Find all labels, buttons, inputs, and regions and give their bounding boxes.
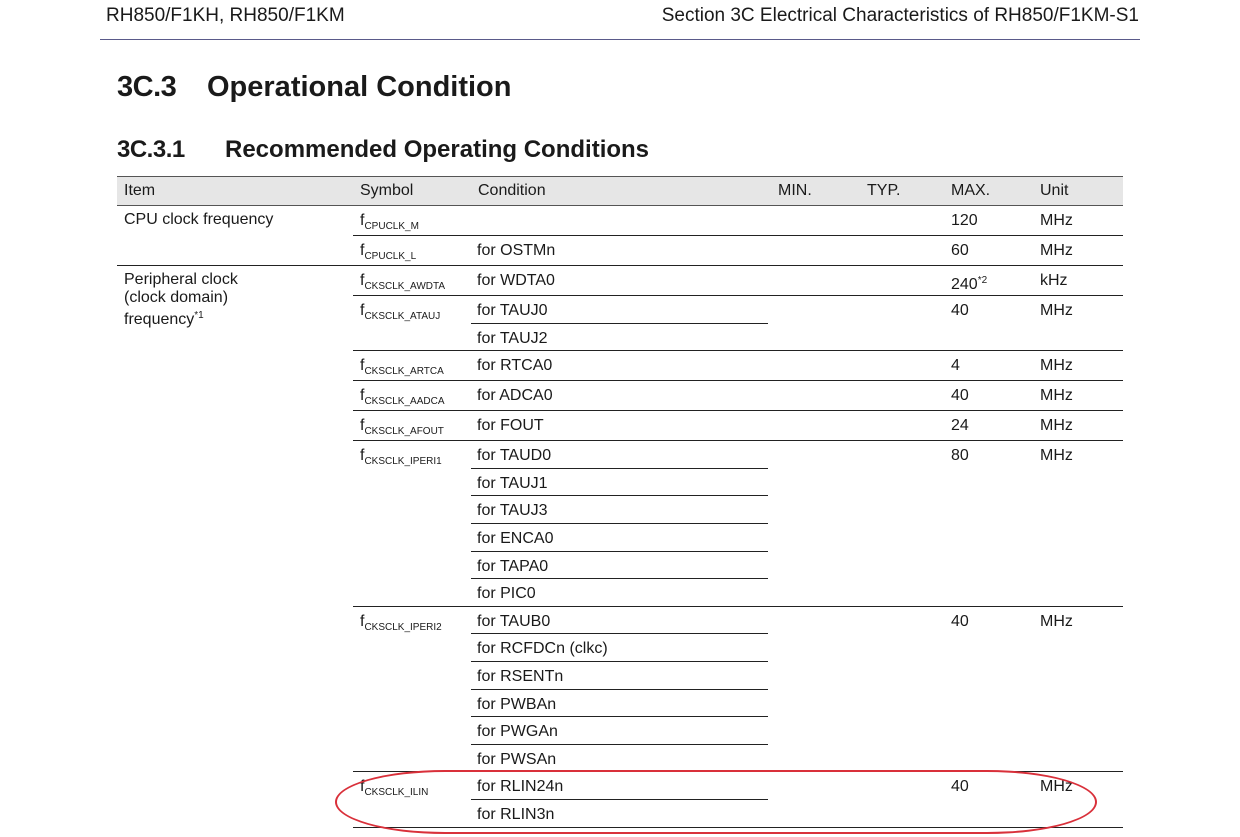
max-value: 40 bbox=[944, 381, 1033, 411]
condition-cell: for OSTMn bbox=[471, 236, 768, 266]
condition-cell: for PWGAn bbox=[471, 717, 768, 745]
table-row bbox=[117, 266, 1123, 296]
table-row bbox=[117, 206, 1123, 236]
unit-value: MHz bbox=[1040, 778, 1073, 796]
condition-cell: for TAPA0 bbox=[471, 551, 768, 579]
footnote-ref: *2 bbox=[977, 275, 988, 286]
column-header-unit: Unit bbox=[1033, 177, 1123, 206]
max-value: 40 bbox=[951, 778, 969, 796]
condition-cell bbox=[471, 206, 768, 236]
unit-value: MHz bbox=[1040, 302, 1073, 319]
unit-value: MHz bbox=[1033, 236, 1123, 266]
unit-value: MHz bbox=[1033, 381, 1123, 411]
condition-cell: for RSENTn bbox=[471, 661, 768, 689]
symbol-awdta: $f_{CKSCLK\_AWDTA}$ bbox=[353, 266, 471, 296]
condition-cell: for ENCA0 bbox=[471, 523, 768, 551]
symbol-atauj: $f_{CKSCLK\_ATAUJ}$ bbox=[353, 296, 471, 351]
condition-cell: for RLIN3n bbox=[471, 799, 768, 827]
column-header-item: Item bbox=[117, 177, 353, 206]
max-value: 60 bbox=[944, 236, 1033, 266]
subsection-number: 3C.3.1 bbox=[117, 136, 185, 163]
symbol-afout: $f_{CKSCLK\_AFOUT}$ bbox=[353, 411, 471, 441]
column-header-max: MAX. bbox=[944, 177, 1033, 206]
symbol-cpuclk-m: $f_{CPUCLK\_M}$ bbox=[353, 206, 471, 236]
condition-cell: for PIC0 bbox=[471, 579, 768, 607]
condition-cell: for PWBAn bbox=[471, 689, 768, 717]
unit-value: MHz bbox=[1033, 351, 1123, 381]
column-header-condition: Condition bbox=[471, 177, 768, 206]
section-number: 3C.3 bbox=[117, 71, 177, 103]
condition-cell: for RCFDCn (clkc) bbox=[471, 634, 768, 662]
symbol-iperi2: $f_{CKSCLK\_IPERI2}$ bbox=[353, 606, 471, 772]
item-peripheral-clock: Peripheral clock (clock domain) frequency$^{*1}$ bbox=[124, 271, 238, 328]
condition-cell: for TAUJ0 bbox=[471, 296, 768, 324]
symbol-ilin: $f_{CKSCLK\_ILIN}$ bbox=[353, 772, 471, 827]
max-value: 240$^{*2}$ bbox=[944, 266, 1033, 296]
condition-cell: for FOUT bbox=[471, 411, 768, 441]
condition-cell: for TAUJ2 bbox=[471, 323, 768, 351]
running-header-left: RH850/F1KH, RH850/F1KM bbox=[106, 5, 345, 26]
table-header-row bbox=[117, 177, 1123, 206]
max-value: 40 bbox=[951, 612, 969, 630]
unit-value: MHz bbox=[1033, 411, 1123, 441]
column-header-min: MIN. bbox=[768, 177, 857, 206]
max-value: 24 bbox=[944, 411, 1033, 441]
condition-cell: for ADCA0 bbox=[471, 381, 768, 411]
condition-cell: for WDTA0 bbox=[471, 266, 768, 296]
symbol-iperi1: $f_{CKSCLK\_IPERI1}$ bbox=[353, 441, 471, 607]
max-value: 80 bbox=[951, 447, 969, 465]
operating-conditions-table bbox=[117, 176, 1123, 828]
section-title: Operational Condition bbox=[207, 71, 512, 103]
condition-cell: for TAUJ3 bbox=[471, 496, 768, 524]
condition-cell: for RTCA0 bbox=[471, 351, 768, 381]
symbol-cpuclk-l: $f_{CPUCLK\_L}$ bbox=[353, 236, 471, 266]
column-header-typ: TYP. bbox=[857, 177, 944, 206]
item-cpu-clock: CPU clock frequency bbox=[117, 206, 353, 266]
condition-cell: for PWSAn bbox=[471, 744, 768, 772]
unit-value: MHz bbox=[1040, 447, 1073, 465]
condition-cell: for TAUB0 bbox=[471, 606, 768, 634]
column-header-symbol: Symbol bbox=[353, 177, 471, 206]
symbol-artca: $f_{CKSCLK\_ARTCA}$ bbox=[353, 351, 471, 381]
subsection-title: Recommended Operating Conditions bbox=[225, 136, 650, 163]
condition-cell: for TAUD0 bbox=[471, 441, 768, 469]
unit-value: MHz bbox=[1040, 612, 1073, 630]
condition-cell: for RLIN24n bbox=[471, 772, 768, 800]
header-divider bbox=[100, 39, 1140, 40]
condition-cell: for TAUJ1 bbox=[471, 468, 768, 496]
footnote-ref: *1 bbox=[194, 310, 204, 321]
max-value: 4 bbox=[944, 351, 1033, 381]
symbol-aadca: $f_{CKSCLK\_AADCA}$ bbox=[353, 381, 471, 411]
running-header-right: Section 3C Electrical Characteristics of RH850/F1KM-S1 bbox=[661, 5, 1139, 26]
max-value: 120 bbox=[944, 206, 1033, 236]
max-value: 40 bbox=[951, 302, 969, 319]
unit-value: MHz bbox=[1033, 206, 1123, 236]
unit-value: kHz bbox=[1033, 266, 1123, 296]
